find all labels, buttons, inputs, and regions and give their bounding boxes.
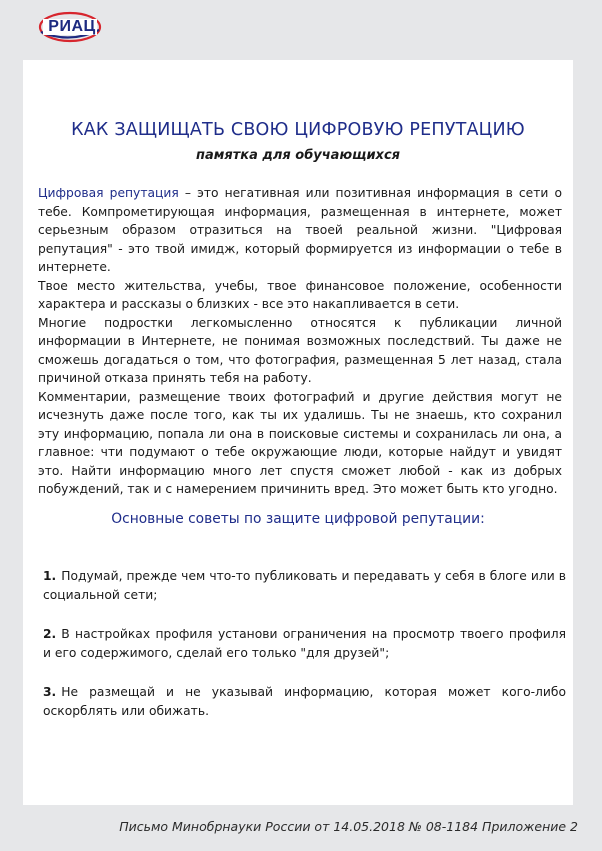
tip-number: 2. <box>43 627 57 641</box>
logo-text: РИАЦ <box>48 18 96 35</box>
document-title: КАК ЗАЩИЩАТЬ СВОЮ ЦИФРОВУЮ РЕПУТАЦИЮ <box>71 120 525 140</box>
intro-text: – это негативная или позитивная информация в сети о тебе. Компрометирующая информация, размещенная в интернете, может серьезным образом отразиться на твоей реальной жизни. "Цифровая репутация" - это твой имидж, который формируется из информации о тебе в интернете. <box>38 186 562 274</box>
document-page <box>23 60 573 805</box>
footer-reference: Письмо Минобрнауки России от 14.05.2018 № 08-1184 Приложение 2 <box>119 819 578 834</box>
tip-text: Подумай, прежде чем что-то публиковать и передавать у себя в блоге или в социальной сети; <box>43 569 566 602</box>
tip-item <box>43 567 566 605</box>
tip-number: 3. <box>43 685 57 699</box>
intro-lead-term: Цифровая репутация <box>38 186 179 200</box>
paragraph-4: Комментарии, размещение твоих фотографий и другие действия могут не исчезнуть даже после того, как ты их удалишь. Ты не знаешь, кто сохранил эту информацию, попала ли она в поисковые системы и сохранилась ли она, а главное: чти подумают о тебе окружающие люди, которые найдут и увидят это. Найти информацию много лет спустя сможет любой - как из добрых побуждений, так и с намерением причинить вред. Это может быть кто угодно. <box>38 389 562 496</box>
paragraph-3: Многие подростки легкомысленно относятся к публикации личной информации в Интернете, не понимая возможных последствий. Ты даже не сможешь догадаться о том, что фотография, размещенная 5 лет назад, стала причиной отказа принять тебя на работу. <box>38 315 562 385</box>
tip-number: 1. <box>43 569 57 583</box>
intro-section <box>38 184 562 499</box>
tips-heading: Основные советы по защите цифровой репутации: <box>111 511 485 527</box>
tip-text: Не размещай и не указывай информацию, которая может кого-либо оскорблять или обижать. <box>43 685 566 718</box>
intro-paragraph <box>38 184 562 277</box>
tip-item <box>43 683 566 721</box>
tip-item <box>43 625 566 663</box>
riac-logo <box>37 10 103 44</box>
document-subtitle: памятка для обучающихся <box>195 148 400 163</box>
paragraph-2: Твое место жительства, учебы, твое финансовое положение, особенности характера и рассказы о близких - все это накапливается в сети. <box>38 278 562 311</box>
tip-text: В настройках профиля установи ограничения на просмотр твоего профиля и его содержимого, сделай его только "для друзей"; <box>43 627 566 660</box>
